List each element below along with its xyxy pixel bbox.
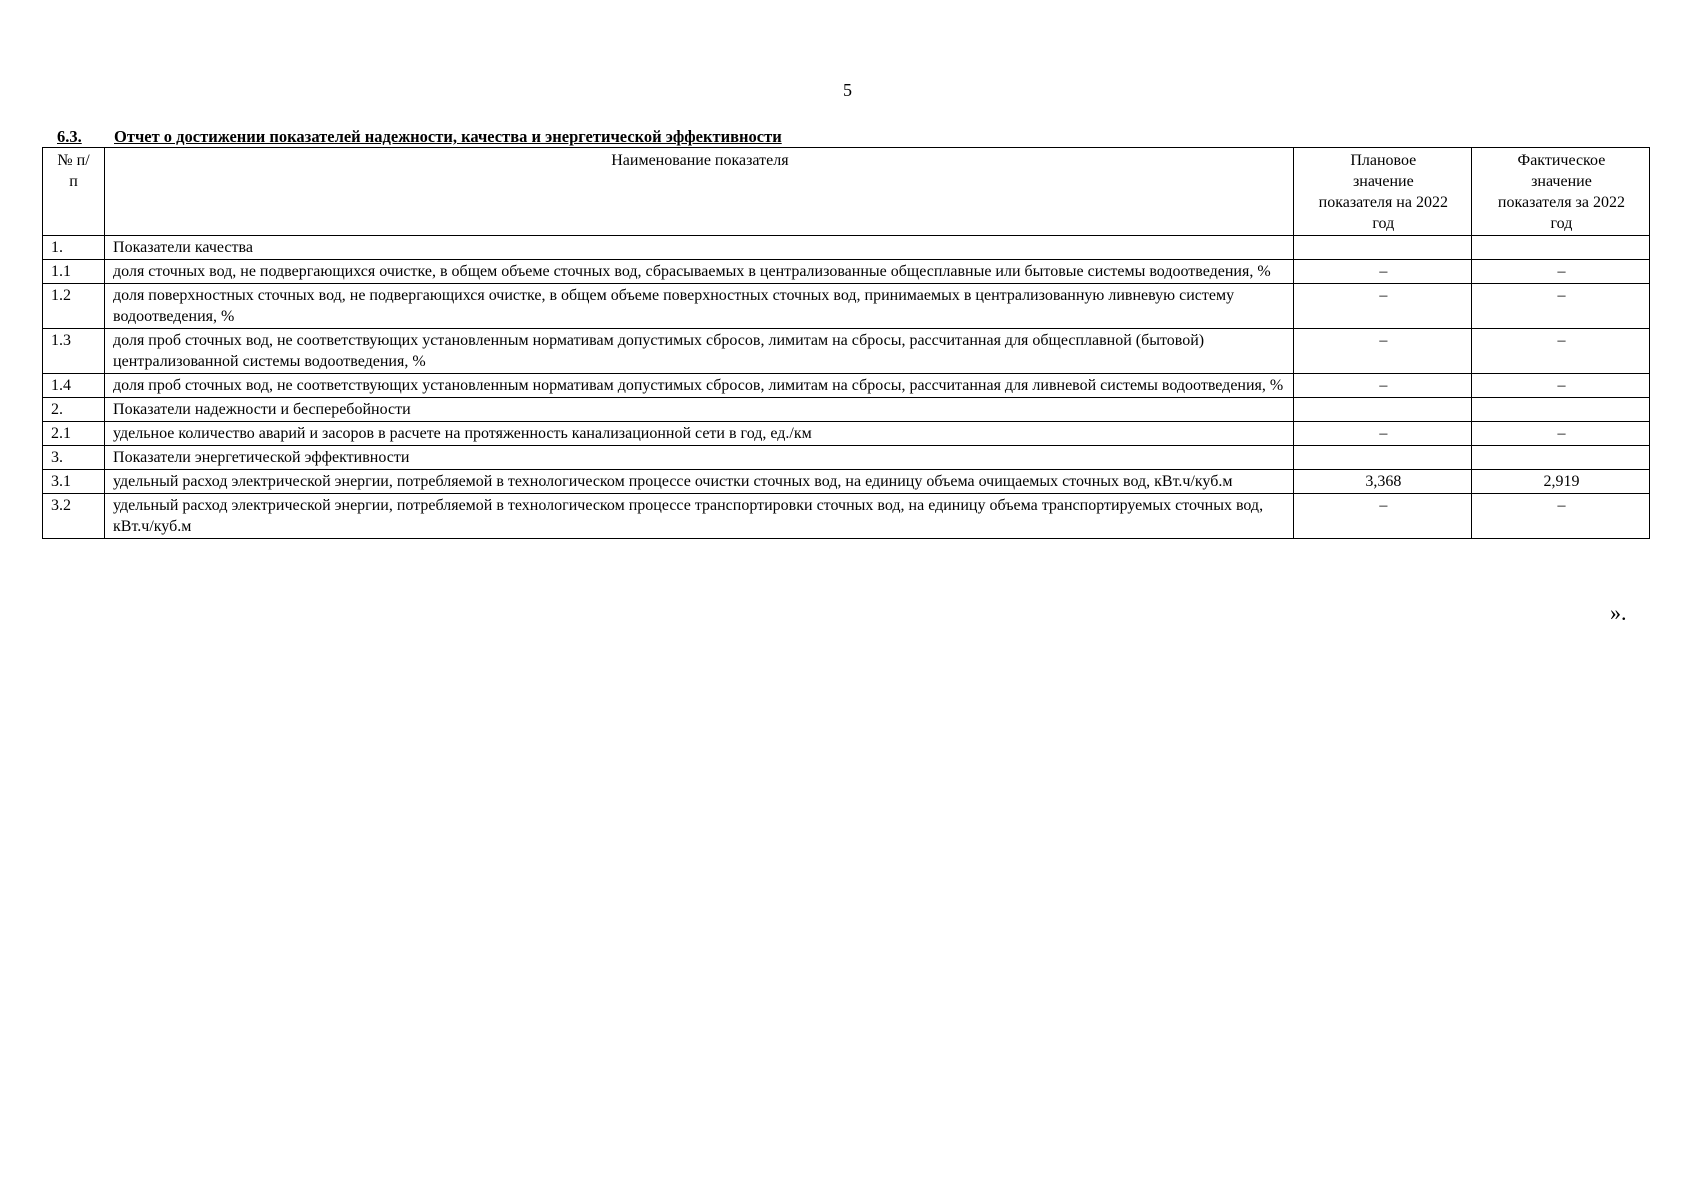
table-row — [43, 446, 1650, 470]
header-plan-text: Плановое значение показателя на 2022 год — [1318, 152, 1448, 232]
row-num: 1. — [43, 236, 105, 260]
page-number: 5 — [843, 80, 852, 100]
table-row — [43, 470, 1650, 494]
row-name: удельный расход электрической энергии, потребляемой в технологическом процессе транспортировки сточных вод, на единицу объема транспортируемых сточных вод, кВт.ч/куб.м — [105, 494, 1294, 539]
row-name: доля проб сточных вод, не соответствующих установленным нормативам допустимых сбросов, лимитам на сбросы, рассчитанная для ливневой системы водоотведения, % — [105, 374, 1294, 398]
row-name: Показатели энергетической эффективности — [105, 446, 1294, 470]
row-name: Показатели надежности и бесперебойности — [105, 398, 1294, 422]
header-num — [43, 148, 105, 236]
row-name: доля сточных вод, не подвергающихся очистке, в общем объеме сточных вод, сбрасываемых в централизованные общесплавные или бытовые системы водоотведения, % — [105, 260, 1294, 284]
row-name: удельное количество аварий и засоров в расчете на протяженность канализационной сети в год, ед./км — [105, 422, 1294, 446]
row-num: 1.2 — [43, 284, 105, 329]
row-fact: – — [1471, 260, 1649, 284]
closing-mark: ». — [1610, 600, 1627, 625]
row-plan: – — [1293, 422, 1471, 446]
row-fact: – — [1471, 374, 1649, 398]
section-heading — [57, 127, 782, 147]
row-plan: – — [1293, 260, 1471, 284]
row-num: 1.1 — [43, 260, 105, 284]
table-row — [43, 329, 1650, 374]
header-fact-text: Фактическое значение показателя за 2022 год — [1497, 152, 1625, 232]
row-plan: – — [1293, 329, 1471, 374]
row-plan: – — [1293, 374, 1471, 398]
row-name: Показатели качества — [105, 236, 1294, 260]
row-num: 3.2 — [43, 494, 105, 539]
table-row — [43, 374, 1650, 398]
row-fact — [1471, 236, 1649, 260]
row-fact: – — [1471, 422, 1649, 446]
row-plan — [1293, 236, 1471, 260]
row-num: 1.4 — [43, 374, 105, 398]
indicators-table — [42, 147, 1650, 539]
row-fact: – — [1471, 284, 1649, 329]
table-row — [43, 422, 1650, 446]
table-row — [43, 284, 1650, 329]
row-fact: – — [1471, 329, 1649, 374]
section-title: Отчет о достижении показателей надежности, качества и энергетической эффективности — [114, 127, 782, 146]
table-body — [43, 236, 1650, 539]
row-name: удельный расход электрической энергии, потребляемой в технологическом процессе очистки сточных вод, на единицу объема очищаемых сточных вод, кВт.ч/куб.м — [105, 470, 1294, 494]
row-plan: – — [1293, 284, 1471, 329]
table-row — [43, 260, 1650, 284]
section-number: 6.3. — [57, 127, 82, 146]
row-num: 1.3 — [43, 329, 105, 374]
row-num: 2. — [43, 398, 105, 422]
table-row — [43, 236, 1650, 260]
table-row — [43, 398, 1650, 422]
table-header-row — [43, 148, 1650, 236]
header-fact — [1471, 148, 1649, 236]
row-num: 2.1 — [43, 422, 105, 446]
row-num: 3. — [43, 446, 105, 470]
row-plan — [1293, 398, 1471, 422]
table-row — [43, 494, 1650, 539]
row-plan — [1293, 446, 1471, 470]
row-fact — [1471, 446, 1649, 470]
row-name: доля поверхностных сточных вод, не подвергающихся очистке, в общем объеме поверхностных сточных вод, принимаемых в централизованную ливневую систему водоотведения, % — [105, 284, 1294, 329]
row-fact: 2,919 — [1471, 470, 1649, 494]
row-fact — [1471, 398, 1649, 422]
header-num-text: № п/п — [57, 152, 90, 190]
row-num: 3.1 — [43, 470, 105, 494]
row-plan: 3,368 — [1293, 470, 1471, 494]
row-fact: – — [1471, 494, 1649, 539]
row-name: доля проб сточных вод, не соответствующих установленным нормативам допустимых сбросов, лимитам на сбросы, рассчитанная для общесплавной (бытовой) централизованной системы водоотведения, % — [105, 329, 1294, 374]
row-plan: – — [1293, 494, 1471, 539]
header-plan — [1293, 148, 1471, 236]
header-name: Наименование показателя — [105, 148, 1294, 236]
